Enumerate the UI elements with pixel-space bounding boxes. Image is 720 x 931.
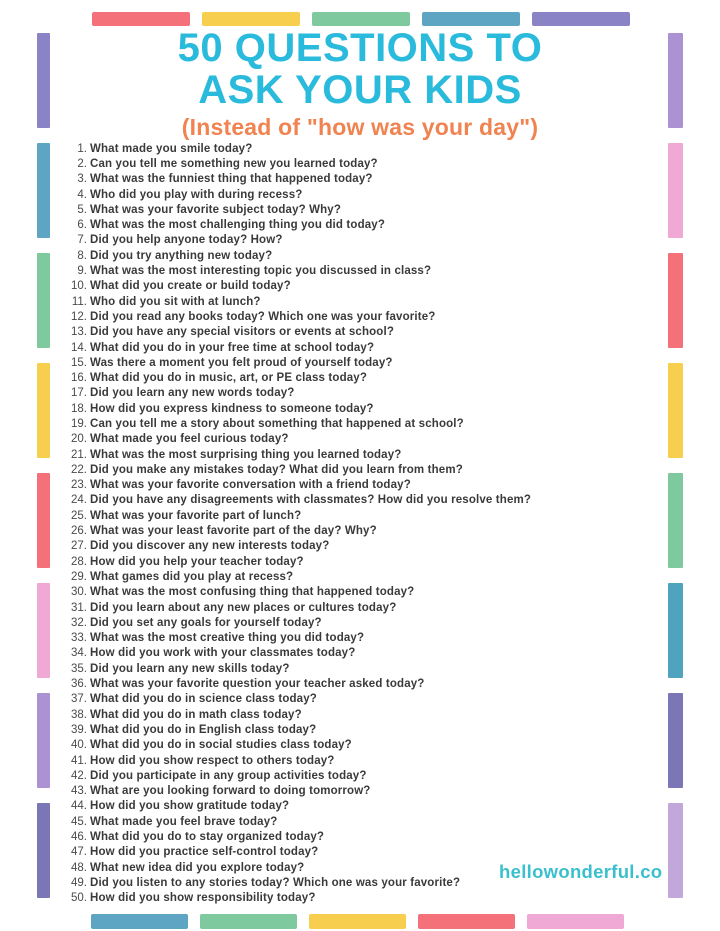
question-text: What was the most confusing thing that happened today? (90, 586, 415, 599)
question-number: 47. (71, 846, 87, 859)
question-text: Did you read any books today? Which one was your favorite? (90, 310, 436, 323)
question-number: 34. (71, 647, 87, 660)
question-number: 50. (71, 892, 87, 905)
questions-list (59, 141, 531, 906)
question-number: 33. (71, 632, 87, 645)
question-number: 22. (71, 463, 87, 476)
question-text: What was the most surprising thing you learned today? (90, 448, 402, 461)
question-item (59, 738, 531, 753)
question-item (59, 661, 531, 676)
question-text: Did you help anyone today? How? (90, 234, 283, 247)
question-text: Did you set any goals for yourself today? (90, 616, 322, 629)
question-number: 4. (77, 188, 87, 201)
brand-watermark: hellowonderful.co (499, 861, 663, 882)
question-item (59, 447, 531, 462)
title-line-1: 50 QUESTIONS TO (177, 26, 543, 70)
question-item (59, 845, 531, 860)
question-text: What was the funniest thing that happened today? (90, 173, 373, 186)
question-text: How did you show responsibility today? (90, 892, 316, 905)
question-item (59, 432, 531, 447)
question-number: 46. (71, 831, 87, 843)
question-number: 38. (71, 708, 87, 721)
question-number: 40. (71, 739, 87, 752)
accent-bar-purple (532, 12, 630, 26)
question-text: Who did you sit with at lunch? (90, 295, 261, 308)
question-item (59, 462, 531, 477)
question-number: 26. (71, 525, 87, 538)
question-number: 44. (71, 800, 87, 813)
title-line-2: ASK YOUR KIDS (198, 68, 522, 112)
question-text: Was there a moment you felt proud of yourself today? (90, 356, 393, 369)
top-accent-bars (92, 12, 630, 26)
accent-bar-violet (668, 693, 683, 788)
question-number: 35. (71, 662, 87, 675)
question-number: 49. (71, 876, 87, 889)
question-item (59, 478, 531, 493)
question-item (59, 355, 531, 370)
accent-bar-teal (668, 583, 683, 678)
accent-bar-pink (527, 914, 624, 929)
accent-bar-coral (37, 473, 50, 568)
question-item (59, 386, 531, 401)
question-item (59, 814, 531, 829)
question-text: Did you have any special visitors or events at school? (90, 326, 395, 339)
question-number: 13. (71, 326, 87, 339)
question-item (59, 263, 531, 278)
question-item (59, 202, 531, 217)
accent-bar-lavender (668, 33, 683, 128)
question-number: 36. (71, 678, 87, 691)
question-text: How did you express kindness to someone today? (90, 402, 374, 415)
question-item (59, 768, 531, 783)
question-number: 23. (71, 479, 87, 492)
page-subtitle: (Instead of "how was your day") (181, 114, 539, 140)
question-item (59, 309, 531, 324)
question-text: What was your favorite part of lunch? (90, 509, 302, 522)
question-number: 11. (71, 295, 87, 308)
question-text: How did you show respect to others today? (90, 754, 335, 767)
question-text: Did you participate in any group activities today? (90, 769, 367, 782)
bottom-accent-bars (91, 914, 624, 929)
question-item (59, 172, 531, 187)
question-item (59, 615, 531, 630)
question-number: 17. (71, 387, 87, 400)
accent-bar-violet (37, 803, 50, 898)
question-text: Who did you play with during recess? (90, 188, 303, 201)
question-text: What was the most creative thing you did today? (90, 632, 365, 645)
question-item (59, 799, 531, 814)
question-number: 9. (77, 265, 87, 278)
question-number: 2. (77, 157, 87, 170)
question-item (59, 860, 531, 875)
question-item (59, 585, 531, 600)
accent-bar-yellow (202, 12, 300, 26)
question-item (59, 156, 531, 171)
question-number: 20. (71, 433, 87, 446)
accent-bar-blue (422, 12, 520, 26)
question-number: 10. (71, 280, 87, 293)
question-number: 12. (71, 310, 87, 323)
question-text: What new idea did you explore today? (90, 861, 305, 874)
question-text: How did you work with your classmates today? (90, 647, 356, 660)
accent-bar-pink (668, 143, 683, 238)
accent-bar-green (312, 12, 410, 26)
question-number: 15. (71, 356, 87, 369)
question-number: 21. (71, 448, 87, 461)
accent-bar-yellow (668, 363, 683, 458)
question-item (59, 370, 531, 385)
accent-bar-light-lavender (668, 803, 683, 898)
accent-bar-yellow (37, 363, 50, 458)
question-text: Did you make any mistakes today? What did you learn from them? (90, 463, 463, 476)
question-item (59, 523, 531, 538)
question-text: What did you do in math class today? (90, 708, 302, 721)
question-number: 31. (71, 601, 87, 614)
question-item (59, 600, 531, 615)
question-text: What made you smile today? (90, 142, 253, 155)
question-text: Did you try anything new today? (90, 249, 273, 262)
question-number: 30. (71, 586, 87, 599)
question-text: How did you show gratitude today? (90, 800, 290, 813)
question-item (59, 569, 531, 584)
question-text: What made you feel curious today? (90, 433, 289, 446)
question-text: Can you tell me something new you learned today? (90, 157, 378, 170)
accent-bar-coral (92, 12, 190, 26)
question-item (59, 187, 531, 202)
question-item (59, 722, 531, 737)
question-text: What did you create or build today? (90, 280, 291, 293)
accent-bar-coral (418, 914, 515, 929)
question-text: What was your favorite question your teacher asked today? (90, 678, 425, 691)
question-text: What did you do in music, art, or PE class today? (90, 372, 368, 385)
question-number: 43. (71, 785, 87, 798)
left-accent-bars (37, 33, 50, 898)
accent-bar-green (668, 473, 683, 568)
accent-bar-blue (37, 143, 50, 238)
question-text: What did you do in English class today? (90, 723, 317, 736)
question-item (59, 279, 531, 294)
question-text: Did you have any disagreements with classmates? How did you resolve them? (90, 494, 532, 507)
question-item (59, 783, 531, 798)
question-text: How did you help your teacher today? (90, 555, 304, 568)
question-text: What are you looking forward to doing tomorrow? (90, 785, 371, 798)
question-item (59, 891, 531, 906)
question-item (59, 646, 531, 661)
question-item (59, 539, 531, 554)
question-text: What was your favorite subject today? Why? (90, 203, 342, 216)
question-text: What made you feel brave today? (90, 815, 278, 828)
question-number: 28. (71, 555, 87, 568)
header (50, 27, 670, 141)
question-number: 18. (71, 402, 87, 415)
accent-bar-green (37, 253, 50, 348)
question-text: Did you learn any new skills today? (90, 662, 290, 675)
question-item (59, 707, 531, 722)
question-item (59, 631, 531, 646)
question-number: 24. (71, 494, 87, 507)
question-number: 3. (77, 173, 87, 186)
question-text: What was your least favorite part of the day? Why? (90, 525, 377, 538)
question-text: What was the most challenging thing you did today? (90, 219, 386, 232)
question-item (59, 829, 531, 844)
question-number: 7. (77, 234, 87, 247)
question-number: 27. (71, 540, 87, 553)
question-item (59, 676, 531, 691)
right-accent-bars (668, 33, 683, 898)
accent-bar-blue (91, 914, 188, 929)
question-item (59, 493, 531, 508)
question-text: What did you do in your free time at school today? (90, 341, 375, 354)
question-number: 5. (77, 203, 87, 216)
accent-bar-green (200, 914, 297, 929)
question-text: Can you tell me a story about something that happened at school? (90, 417, 464, 430)
question-number: 32. (71, 616, 87, 629)
question-item (59, 401, 531, 416)
page-title (50, 27, 670, 111)
question-text: Did you discover any new interests today? (90, 540, 330, 553)
question-number: 19. (71, 417, 87, 430)
question-text: What was the most interesting topic you discussed in class? (90, 265, 432, 278)
accent-bar-purple (37, 33, 50, 128)
accent-bar-pink (37, 583, 50, 678)
accent-bar-lavender (37, 693, 50, 788)
question-number: 1. (77, 142, 87, 155)
question-item (59, 340, 531, 355)
question-number: 14. (71, 341, 87, 354)
question-number: 42. (71, 769, 87, 782)
question-number: 37. (71, 693, 87, 706)
question-item (59, 248, 531, 263)
question-number: 41. (71, 754, 87, 767)
question-text: What games did you play at recess? (90, 570, 294, 583)
question-number: 16. (71, 372, 87, 385)
question-item (59, 554, 531, 569)
question-number: 29. (71, 570, 87, 583)
question-item (59, 416, 531, 431)
question-number: 25. (71, 509, 87, 522)
question-item (59, 508, 531, 523)
question-number: 48. (71, 861, 87, 874)
question-text: Did you listen to any stories today? Which one was your favorite? (90, 876, 461, 889)
question-text: How did you practice self-control today? (90, 846, 319, 859)
question-item (59, 217, 531, 232)
question-item (59, 294, 531, 309)
question-item (59, 233, 531, 248)
accent-bar-coral (668, 253, 683, 348)
question-number: 39. (71, 723, 87, 736)
question-item (59, 692, 531, 707)
question-number: 45. (71, 815, 87, 828)
question-item (59, 141, 531, 156)
question-text: Did you learn any new words today? (90, 387, 295, 400)
question-item (59, 753, 531, 768)
accent-bar-yellow (309, 914, 406, 929)
question-text: Did you learn about any new places or cultures today? (90, 601, 397, 614)
question-item (59, 325, 531, 340)
question-number: 6. (77, 219, 87, 232)
question-number: 8. (77, 249, 87, 262)
question-text: What did you do in science class today? (90, 693, 317, 706)
question-item (59, 875, 531, 890)
question-text: What was your favorite conversation with a friend today? (90, 479, 411, 492)
question-text: What did you do to stay organized today? (90, 831, 325, 843)
question-text: What did you do in social studies class today? (90, 739, 352, 752)
